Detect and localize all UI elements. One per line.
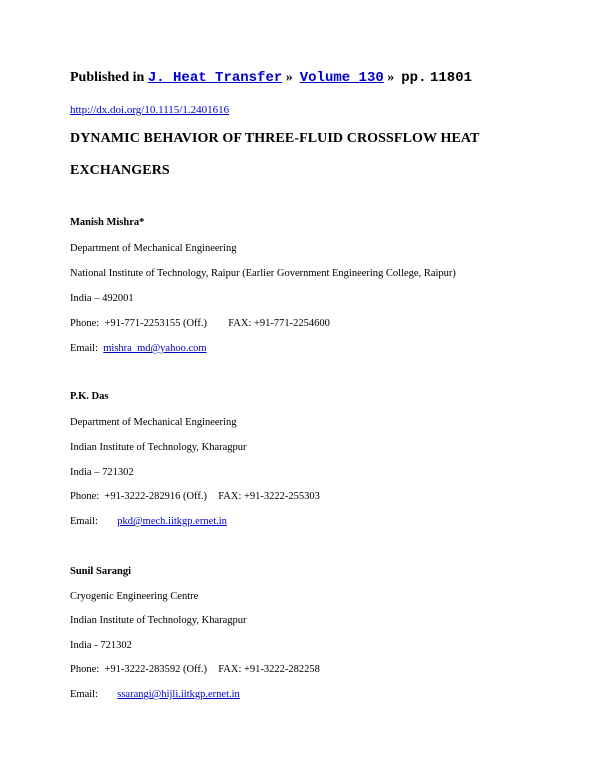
publication-line [70,70,472,86]
phone-label: Phone: [70,491,100,502]
email-label: Email: [70,516,98,527]
published-prefix: Published in [70,70,145,85]
author-department: Department of Mechanical Engineering [70,417,237,428]
phone-value: +91-771-2253155 (Off.) [104,318,207,329]
author-institute: Indian Institute of Technology, Kharagpur [70,615,247,626]
fax-value: +91-3222-255303 [244,491,320,502]
phone-value: +91-3222-283592 (Off.) [104,664,207,675]
author-institute: Indian Institute of Technology, Kharagpur [70,442,247,453]
author-email-line [70,343,207,354]
author-email-line [70,689,240,700]
pages-label: pp. [401,70,427,86]
author-department: Department of Mechanical Engineering [70,243,237,254]
journal-link[interactable]: J. Heat Transfer [147,70,283,86]
author-location: India – 492001 [70,293,134,304]
fax-label: FAX: [218,491,242,502]
doi-link[interactable]: http://dx.doi.org/10.1115/1.2401616 [70,104,230,116]
author-name: Manish Mishra* [70,217,145,228]
author-name: P.K. Das [70,391,109,402]
phone-label: Phone: [70,664,100,675]
author-name: Sunil Sarangi [70,566,131,577]
email-link[interactable]: mishra_md@yahoo.com [103,343,207,354]
author-department: Cryogenic Engineering Centre [70,591,199,602]
fax-label: FAX: [228,318,252,329]
author-contact [70,664,320,675]
author-contact [70,491,320,502]
author-email-line [70,516,227,527]
author-location: India - 721302 [70,640,132,651]
email-label: Email: [70,343,98,354]
phone-label: Phone: [70,318,100,329]
email-link[interactable]: ssarangi@hijli.iitkgp.ernet.in [117,689,240,700]
paper-title-line-2: EXCHANGERS [70,163,170,178]
paper-title-line-1: DYNAMIC BEHAVIOR OF THREE-FLUID CROSSFLOW HEAT [70,131,480,146]
author-contact [70,318,330,329]
email-link[interactable]: pkd@mech.iitkgp.ernet.in [117,516,227,527]
phone-value: +91-3222-282916 (Off.) [104,491,207,502]
fax-value: +91-771-2254600 [254,318,330,329]
author-institute: National Institute of Technology, Raipur (Earlier Government Engineering College, Raipur) [70,268,456,279]
fax-label: FAX: [218,664,242,675]
pages-value: 11801 [429,70,472,86]
volume-link[interactable]: Volume 130 [299,70,384,86]
author-location: India – 721302 [70,467,134,478]
email-label: Email: [70,689,98,700]
fax-value: +91-3222-282258 [244,664,320,675]
separator: » [387,70,395,85]
separator: » [285,70,293,85]
